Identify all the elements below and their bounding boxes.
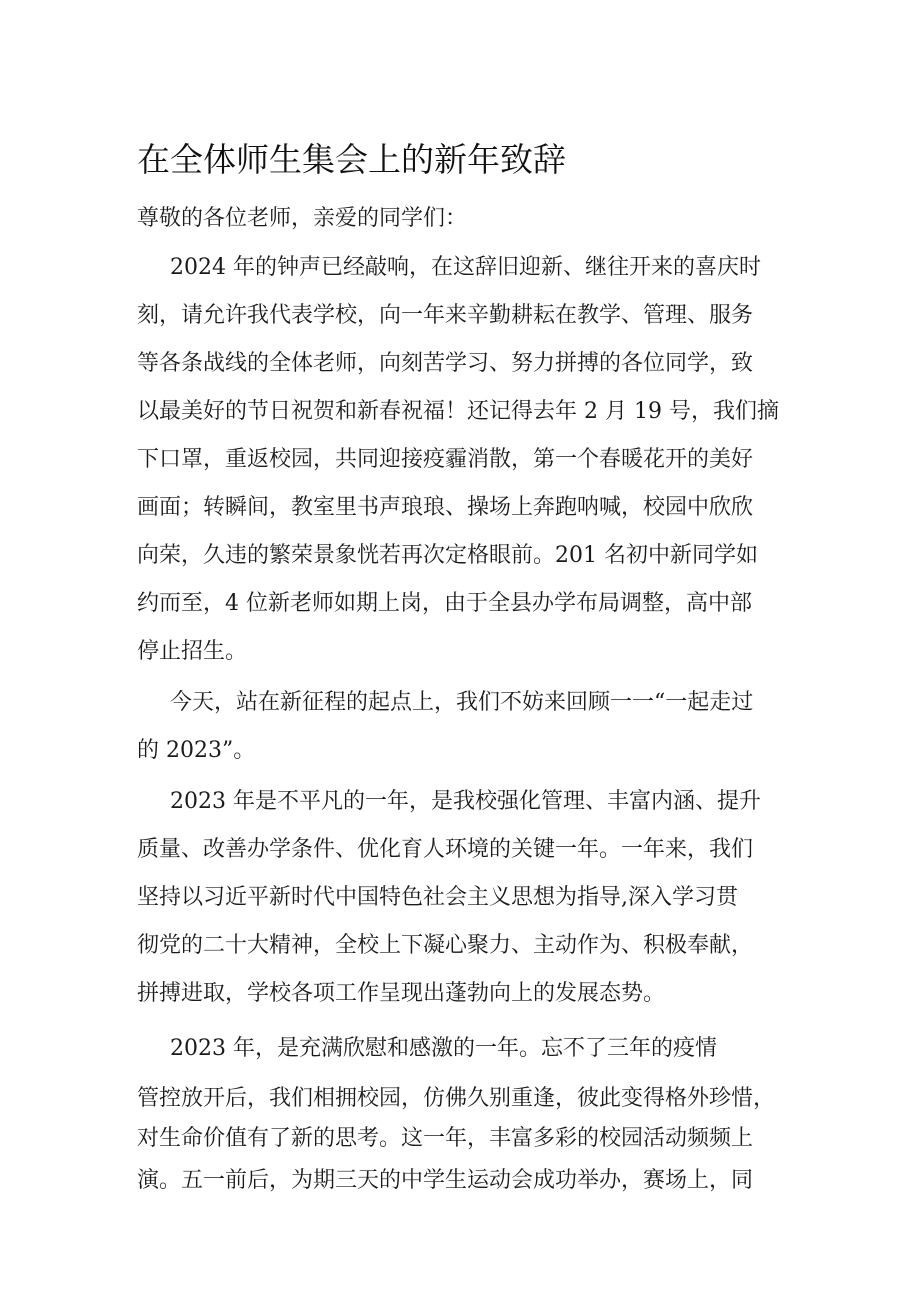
document-title: 在全体师生集会上的新年致辞	[137, 140, 566, 179]
paragraph-line: 2023 年是不平凡的一年，是我校强化管理、丰富内涵、提升	[170, 789, 761, 814]
paragraph-line: 坚持以习近平新时代中国特色社会主义思想为指导,深入学习贯	[137, 885, 738, 910]
salutation: 尊敬的各位老师，亲爱的同学们：	[137, 206, 468, 231]
paragraph-line: 质量、改善办学条件、优化育人环境的关键一年。一年来，我们	[137, 837, 754, 862]
paragraph-line: 对生命价值有了新的思考。这一年，丰富多彩的校园活动频频上	[137, 1126, 754, 1151]
paragraph-line: 等各条战线的全体老师，向刻苦学习、努力拼搏的各位同学，致	[137, 351, 754, 376]
paragraph-line: 彻党的二十大精神，全校上下凝心聚力、主动作为、积极奉献，	[137, 933, 754, 958]
paragraph-line: 以最美好的节日祝贺和新春祝福！还记得去年 2 月 19 号，我们摘	[137, 399, 779, 424]
paragraph-line: 停止招生。	[137, 639, 248, 664]
paragraph-line: 拼搏进取，学校各项工作呈现出蓬勃向上的发展态势。	[137, 981, 666, 1006]
paragraph-line: 今天，站在新征程的起点上，我们不妨来回顾一一“一起走过	[170, 690, 754, 715]
paragraph-line: 2023 年，是充满欣慰和感激的一年。忘不了三年的疫情	[170, 1036, 717, 1061]
paragraph-line: 刻，请允许我代表学校，向一年来辛勤耕耘在教学、管理、服务	[137, 303, 754, 328]
paragraph-line: 下口罩，重返校园，共同迎接疫霾消散，第一个春暖花开的美好	[137, 447, 754, 472]
paragraph-line: 向荣，久违的繁荣景象恍若再次定格眼前。201 名初中新同学如	[137, 543, 758, 568]
paragraph-line: 约而至，4 位新老师如期上岗，由于全县办学布局调整，高中部	[137, 591, 752, 616]
paragraph-line: 的 2023”。	[137, 738, 256, 763]
paragraph-line: 2024 年的钟声已经敲响，在这辞旧迎新、继往开来的喜庆时	[170, 255, 761, 280]
paragraph-line: 演。五一前后，为期三天的中学生运动会成功举办，赛场上，同	[137, 1168, 754, 1193]
paragraph-line: 画面；转瞬间，教室里书声琅琅、操场上奔跑呐喊，校园中欣欣	[137, 495, 754, 520]
paragraph-line: 管控放开后，我们相拥校园，仿佛久别重逢，彼此变得格外珍惜，	[137, 1086, 776, 1111]
